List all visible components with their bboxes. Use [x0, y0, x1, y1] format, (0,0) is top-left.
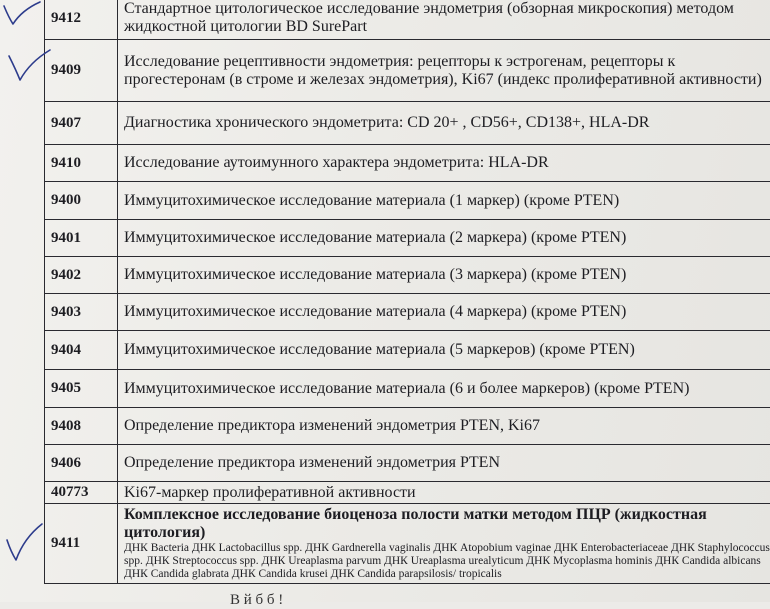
table-row: [45, 102, 770, 145]
service-code: 9412: [45, 0, 118, 40]
service-name: [118, 504, 770, 584]
service-code: 9405: [45, 370, 118, 408]
service-code: 9409: [45, 40, 118, 102]
service-code: 9411: [45, 504, 118, 584]
service-code: 40773: [45, 482, 118, 504]
service-name: Иммуцитохимическое исследование материала (1 маркер) (кроме PTEN): [118, 182, 770, 220]
service-name: Иммуцитохимическое исследование материала (4 маркера) (кроме PTEN): [118, 294, 770, 331]
service-code: 9404: [45, 331, 118, 370]
table-row: [45, 145, 770, 182]
table-row: [45, 40, 770, 102]
service-name: Диагностика хронического эндометрита: CD 20+ , CD56+, CD138+, HLA-DR: [118, 102, 770, 145]
table-row: [45, 0, 770, 40]
table-row: [45, 220, 770, 257]
service-name: Исследование рецептивности эндометрия: рецепторы к эстрогенам, рецепторы к прогестеронам (в строме и железах эндометрия), Ki67 (индекс пролиферативной активности): [118, 40, 770, 102]
service-name: Определение предиктора изменений эндометрия PTEN, Ki67: [118, 408, 770, 445]
service-code: 9401: [45, 220, 118, 257]
service-name: Стандартное цитологическое исследование эндометрия (обзорная микроскопия) методом жидкостной цитологии BD SurePart: [118, 0, 770, 40]
service-details: ДНК Bacteria ДНК Lactobacillus spp. ДНК Gardnerella vaginalis ДНК Atopobium vaginae ДНК Enterobacteriaceae ДНК Staphylococcus spp. ДНК Streptococcus spp. ДНК Ureaplasma parvum ДНК Ureaplasma urealyticum ДНК Mycoplasma hominis ДНК Candida albicans ДНК Candida glabrata ДНК Candida krusei ДНК Candida parapsilosis/ tropicalis: [124, 542, 770, 581]
service-code: 9410: [45, 145, 118, 182]
table-row: [45, 408, 770, 445]
service-code: 9402: [45, 257, 118, 294]
service-name: Определение предиктора изменений эндометрия PTEN: [118, 445, 770, 482]
service-code: 9407: [45, 102, 118, 145]
table-row: [45, 482, 770, 504]
service-name: Ki67-маркер пролиферативной активности: [118, 482, 770, 504]
table-row: [45, 504, 770, 584]
checkmark-icon: [4, 520, 49, 565]
cut-off-footer-text: В й б б !: [230, 592, 283, 609]
service-name: Иммуцитохимическое исследование материала (3 маркера) (кроме PTEN): [118, 257, 770, 294]
service-code: 9408: [45, 408, 118, 445]
service-name: Иммуцитохимическое исследование материала (6 и более маркеров) (кроме PTEN): [118, 370, 770, 408]
table-row: [45, 294, 770, 331]
table-row: [45, 370, 770, 408]
table-row: [45, 257, 770, 294]
table-row: [45, 331, 770, 370]
service-code: 9400: [45, 182, 118, 220]
checkmark-icon: [0, 0, 60, 30]
service-code: 9406: [45, 445, 118, 482]
checkmark-icon: [6, 48, 61, 88]
service-name-title: Комплексное исследование биоценоза полости матки методом ПЦР (жидкостная цитология): [124, 506, 707, 541]
table-row: [45, 445, 770, 482]
services-table: [44, 0, 770, 584]
service-name: Иммуцитохимическое исследование материала (2 маркера) (кроме PTEN): [118, 220, 770, 257]
service-name: Иммуцитохимическое исследование материала (5 маркеров) (кроме PTEN): [118, 331, 770, 370]
service-code: 9403: [45, 294, 118, 331]
service-name: Исследование аутоимунного характера эндометрита: HLA-DR: [118, 145, 770, 182]
table-row: [45, 182, 770, 220]
